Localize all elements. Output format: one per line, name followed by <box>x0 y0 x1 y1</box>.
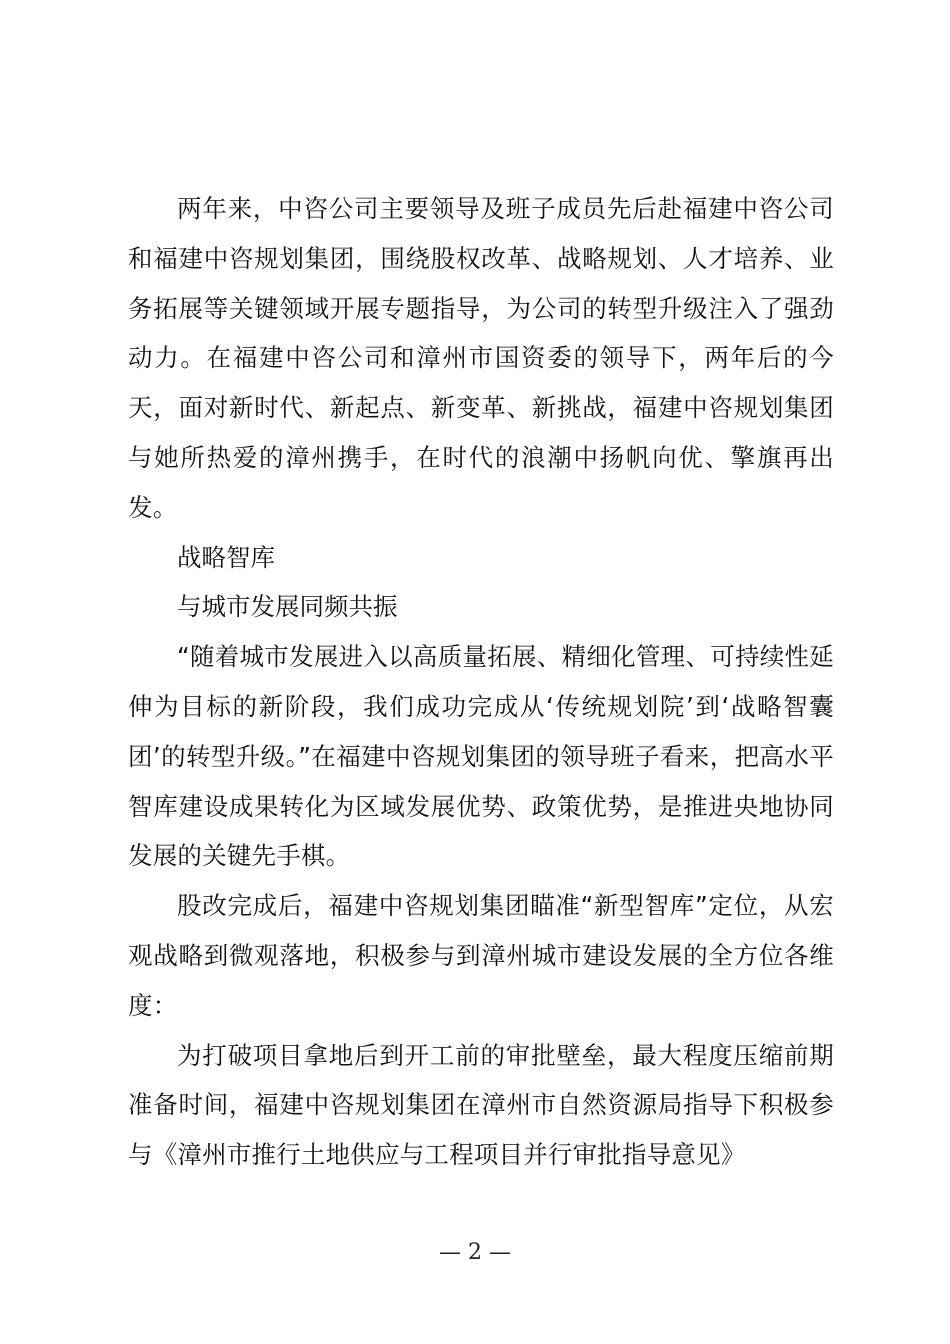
paragraph-approval: 为打破项目拿地后到开工前的审批壁垒，最大程度压缩前期准备时间，福建中咨规划集团在漳州市自然资源局指导下积极参与《漳州市推行土地供应与工程项目并行审批指导意见》 <box>128 1040 834 1170</box>
paragraph-quote: “随着城市发展进入以高质量拓展、精细化管理、可持续性延伸为目标的新阶段，我们成功完成从‘传统规划院’到‘战略智囊团’的转型升级。”在福建中咨规划集团的领导班子看来，把高水平智库建设成果转化为区域发展优势、政策优势，是推进央地协同发展的关键先手棋。 <box>128 642 834 871</box>
paragraph-positioning: 股改完成后，福建中咨规划集团瞄准“新型智库”定位，从宏观战略到微观落地，积极参与到漳州城市建设发展的全方位各维度： <box>128 891 834 1020</box>
page-number: — 2 — <box>439 1240 511 1265</box>
section-heading: 战略智库 <box>177 542 275 572</box>
document-body <box>128 184 834 1180</box>
section-subheading: 与城市发展同频共振 <box>177 592 398 622</box>
paragraph-intro: 两年来，中咨公司主要领导及班子成员先后赴福建中咨公司和福建中咨规划集团，围绕股权改革、战略规划、人才培养、业务拓展等关键领域开展专题指导，为公司的转型升级注入了强劲动力。在福建中咨公司和漳州市国资委的领导下，两年后的今天，面对新时代、新起点、新变革、新挑战，福建中咨规划集团与她所热爱的漳州携手，在时代的浪潮中扬帆向优、擎旗再出发。 <box>128 194 834 522</box>
